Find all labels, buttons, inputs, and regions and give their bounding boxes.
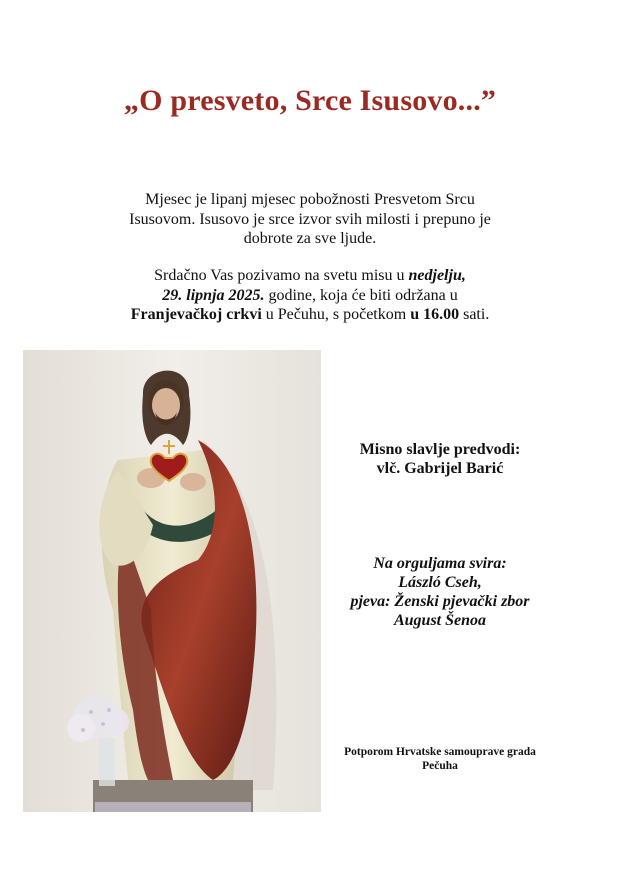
invitation-paragraph <box>60 266 560 325</box>
invite-church: Franjevačkoj crkvi <box>130 306 262 323</box>
choir-name: August Šenoa <box>393 612 487 629</box>
intro-line-2: Isusovom. Isusovo je srce izvor svih milosti i prepuno je <box>129 210 491 228</box>
intro-line-3: dobrote za sve ljude. <box>243 230 377 247</box>
organ-label: Na orguljama svira: <box>373 555 507 572</box>
invite-line-3 <box>60 305 560 325</box>
invite-line-1 <box>60 266 560 286</box>
celebrant-name: vlč. Gabrijel Barić <box>376 460 504 477</box>
invite-date: 29. lipnja 2025. <box>162 286 265 304</box>
organist-name: László Cseh, <box>398 574 482 591</box>
right-hand <box>180 473 206 491</box>
page-title: „O presveto, Srce Isusovo...” <box>123 84 497 117</box>
invite-line-2 <box>60 286 560 306</box>
statue-illustration <box>23 350 321 812</box>
intro-line-1: Mjesec je lipanj mjesec pobožnosti Presvetom Srcu <box>145 191 475 208</box>
sacred-heart-statue-photo <box>23 350 321 812</box>
invite-text-4: sati. <box>459 306 490 323</box>
invite-text-1: Srdačno Vas pozivamo na svetu misu u <box>154 267 409 284</box>
face-front <box>152 388 180 422</box>
pedestal-cloth <box>95 802 251 812</box>
invite-text-2: godine, koja će biti održana u <box>264 286 458 304</box>
intro-paragraph <box>60 190 560 249</box>
celebrant-info <box>320 440 560 478</box>
sponsor-line-1: Potporom Hrvatske samouprave grada <box>344 746 536 758</box>
music-info <box>320 554 560 630</box>
sponsor-note <box>320 745 560 773</box>
choir-label: pjeva: Ženski pjevački zbor <box>350 593 530 610</box>
invite-time: u 16.00 <box>410 306 460 323</box>
vase <box>99 738 115 786</box>
sponsor-line-2: Pečuha <box>422 760 458 772</box>
celebrant-label: Misno slavlje predvodi: <box>359 441 521 458</box>
invite-text-3: u Pečuhu, s početkom <box>261 306 411 323</box>
invite-day: nedjelju, <box>408 267 466 284</box>
